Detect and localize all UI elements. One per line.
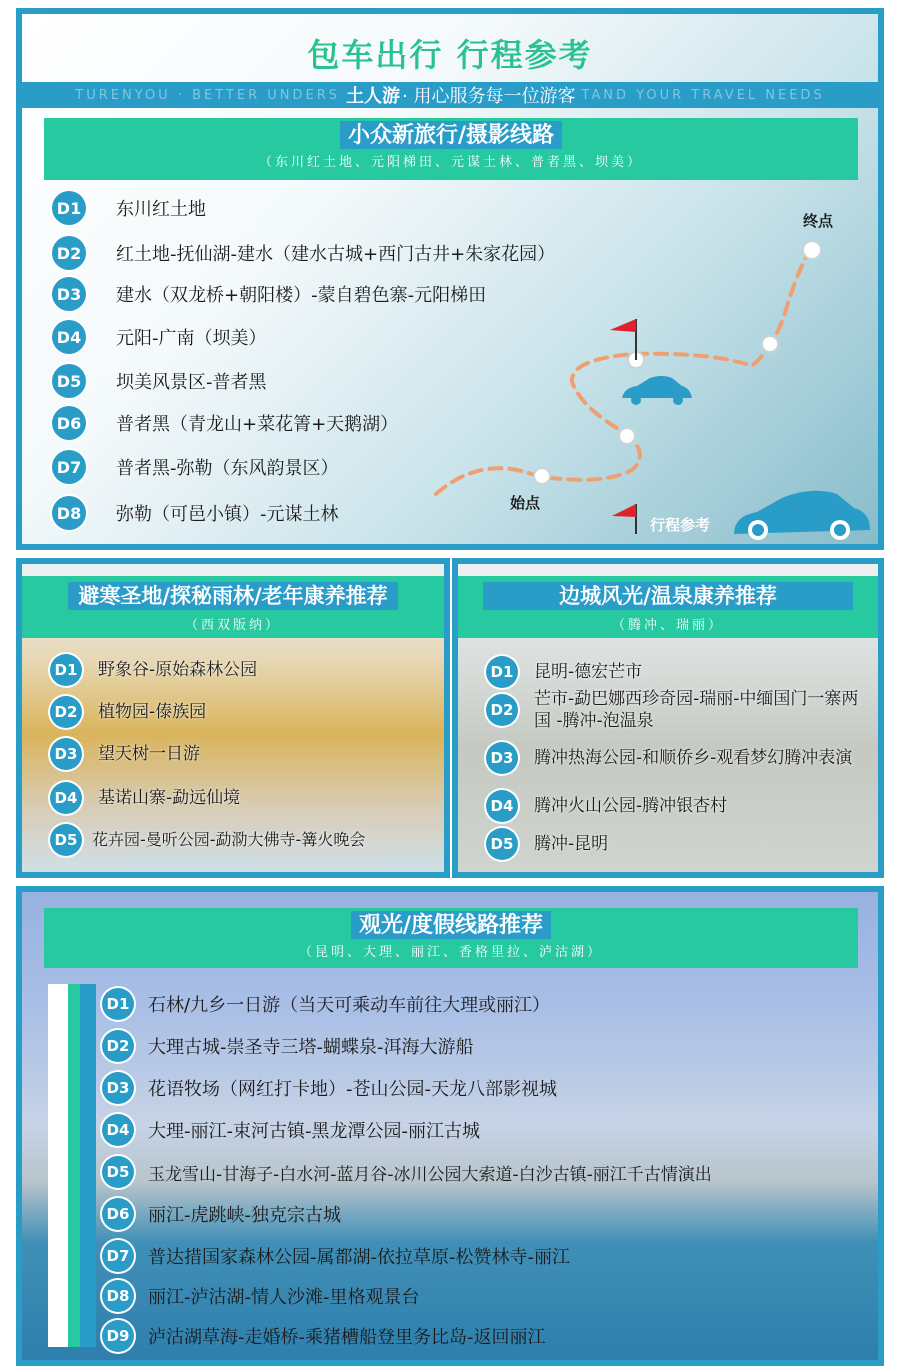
stripe-blue [80,984,96,1347]
route4-day-2 [102,1030,473,1062]
route4-header [44,908,858,968]
route4-day-1 [102,988,550,1020]
route1-title: 小众新旅行/摄影线路 [347,122,555,148]
day-text: 昆明-德宏芒市 [534,662,643,682]
route-panel-sightseeing-inner [22,892,878,1360]
day-text: 普达措国家森林公园-属都湖-依拉草原-松赞林寺-丽江 [148,1247,570,1268]
day-badge: D2 [486,694,518,726]
day-text: 丽江-虎跳峡-独克宗古城 [148,1205,341,1226]
day-badge: D1 [486,656,518,688]
page-title: 包车出行 行程参考 [307,36,593,74]
day-text: 植物园-傣族园 [98,702,207,722]
day-badge: D2 [52,236,86,270]
day-badge: D7 [52,450,86,484]
route-path [436,242,815,494]
route4-day-7 [102,1240,570,1272]
route-panel-photography [16,8,884,550]
route3-day-3 [486,742,866,774]
route-waypoint [534,468,550,484]
day-text: 丽江-泸沽湖-情人沙滩-里格观景台 [148,1287,420,1308]
route2-day-1 [50,654,257,686]
route-panel-photography-inner [22,14,878,544]
day-text: 东川红土地 [116,199,206,220]
day-badge: D4 [102,1114,134,1146]
car-icon [622,376,692,405]
ribbon-brand-name: 土人游 [346,86,400,107]
route3-day-5 [486,828,608,860]
day-badge: D6 [102,1198,134,1230]
end-point-label: 终点 [803,212,834,230]
day-badge: D5 [50,824,82,856]
route-panel-tengchong-inner [458,564,878,872]
route-panel-sightseeing [16,886,884,1366]
route3-subtitle: （腾冲、瑞丽） [611,618,724,633]
day-text: 花卉园-曼听公园-勐泐大佛寺-篝火晚会 [92,830,366,849]
ribbon-english-right: TAND YOUR TRAVEL NEEDS [581,87,825,103]
route3-header [458,576,878,638]
route2-day-4 [50,782,240,814]
route3-day-2 [486,688,866,732]
route4-day-5 [102,1156,712,1188]
itinerary-caption: 行程参考 [650,516,711,534]
start-point-label: 始点 [510,494,541,512]
route4-day-3 [102,1072,557,1104]
route-panel-xishuangbanna-inner [22,564,444,872]
day-badge: D4 [50,782,82,814]
route-endpoint [803,241,821,259]
day-badge: D3 [50,738,82,770]
day-text: 腾冲热海公园-和顺侨乡-观看梦幻腾冲表演 [534,748,853,768]
decorative-stripes [48,984,96,1347]
day-text: 大理古城-崇圣寺三塔-蝴蝶泉-洱海大游船 [148,1037,474,1058]
route4-day-4 [102,1114,480,1146]
day-badge: D5 [52,364,86,398]
car-icon [734,491,870,540]
day-badge: D1 [52,191,86,225]
day-text: 大理-丽江-束河古镇-黑龙潭公园-丽江古城 [148,1121,480,1142]
route4-title-box [351,911,551,939]
day-badge: D2 [50,696,82,728]
day-badge: D1 [50,654,82,686]
day-text: 普者黑-弥勒（东风韵景区） [116,458,339,479]
route-panel-xishuangbanna [16,558,450,878]
route4-day-6 [102,1198,341,1230]
route2-day-2 [50,696,206,728]
route3-title: 边城风光/温泉康养推荐 [559,583,777,608]
route2-subtitle: （西双版纳） [184,618,281,633]
day-text: 石林/九乡一日游（当天可乘动车前往大理或丽江） [148,995,551,1016]
route3-title-box [483,582,853,610]
route1-subtitle: （东川红土地、元阳梯田、元谋土林、普者黑、坝美） [258,155,643,170]
day-badge: D6 [52,406,86,440]
ribbon-english-left: TURENYOU · BETTER UNDERS [75,87,340,103]
day-badge: D8 [102,1280,134,1312]
day-text: 望天树一日游 [98,744,200,764]
day-text: 基诺山寨-勐远仙境 [98,788,241,808]
day-text: 野象谷-原始森林公园 [98,660,258,680]
day-badge: D9 [102,1320,134,1352]
route2-day-5 [50,824,365,856]
route3-day-4 [486,790,727,822]
route2-title: 避寒圣地/探秘雨林/老年康养推荐 [78,583,388,608]
day-text: 红土地-抚仙湖-建水（建水古城+西门古井+朱家花园） [116,244,556,265]
day-badge: D4 [486,790,518,822]
route2-day-3 [50,738,200,770]
day-text: 玉龙雪山-甘海子-白水河-蓝月谷-冰川公园大索道-白沙古镇-丽江千古情演出 [148,1164,712,1185]
day-text: 元阳-广南（坝美） [116,328,267,349]
stripe-green [68,984,80,1347]
day-badge: D3 [102,1072,134,1104]
day-badge: D4 [52,320,86,354]
day-text: 芒市-勐巴娜西珍奇园-瑞丽-中缅国门一寨两国 -腾冲-泡温泉 [534,689,859,731]
route4-day-9 [102,1320,545,1352]
day-text: 泸沽湖草海-走婚桥-乘猪槽船登里务比岛-返回丽江 [148,1327,546,1348]
day-badge: D5 [102,1156,134,1188]
route-panel-tengchong [452,558,884,878]
route-waypoint [619,428,635,444]
ribbon-slogan: · 用心服务每一位游客 [402,86,576,107]
day-text: 花语牧场（网红打卡地）-苍山公园-天龙八部影视城 [148,1079,557,1100]
day-text: 腾冲火山公园-腾冲银杏村 [534,796,728,816]
route2-title-box [68,582,397,610]
day-text: 坝美风景区-普者黑 [116,372,267,393]
day-badge: D3 [52,277,86,311]
day-badge: D5 [486,828,518,860]
route-map-illustration [22,14,878,544]
route-waypoint [762,336,778,352]
day-badge: D3 [486,742,518,774]
day-text: 腾冲-昆明 [534,834,609,854]
flag-icon [612,504,636,534]
route4-day-8 [102,1280,419,1312]
day-badge: D2 [102,1030,134,1062]
route4-title: 观光/度假线路推荐 [358,912,544,938]
stripe-white [48,984,68,1347]
route4-subtitle: （昆明、大理、丽江、香格里拉、泸沽湖） [298,945,603,960]
day-text: 普者黑（青龙山+菜花箐+天鹅湖） [116,414,399,435]
route3-day-1 [486,656,642,688]
route2-header [22,576,444,638]
day-text: 建水（双龙桥+朝阳楼）-蒙自碧色寨-元阳梯田 [116,285,487,306]
day-badge: D7 [102,1240,134,1272]
day-badge: D8 [52,496,86,530]
day-badge: D1 [102,988,134,1020]
day-text: 弥勒（可邑小镇）-元谋土林 [116,504,339,525]
